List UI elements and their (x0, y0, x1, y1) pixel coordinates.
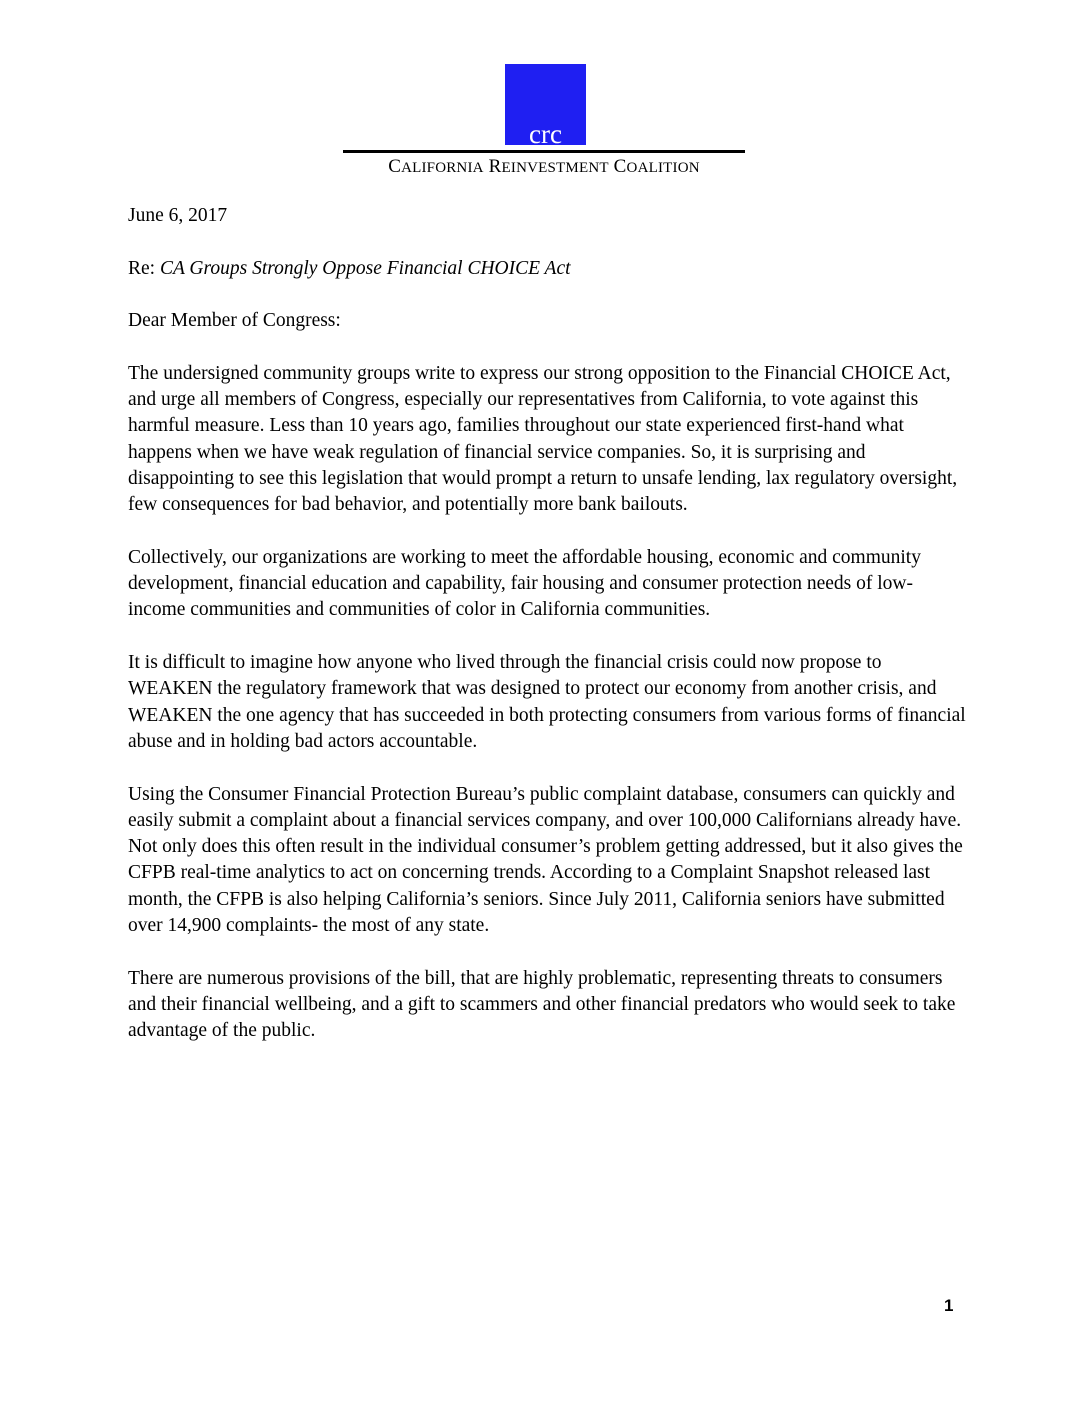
letter-body (128, 203, 968, 1071)
paragraph-provisions: There are numerous provisions of the bill, that are highly problematic, representing threats to consumers and their financial wellbeing, and a gift to scammers and other financial predators who would seek to take advantage of the public. (128, 967, 956, 1042)
page-number: 1 (944, 1296, 954, 1315)
letterhead-rule (343, 150, 745, 153)
subject-text: CA Groups Strongly Oppose Financial CHOICE Act (159, 257, 571, 279)
logo-text: crc (529, 119, 562, 149)
salutation: Dear Member of Congress: (128, 310, 341, 332)
paragraph-weaken: It is difficult to imagine how anyone who lived through the financial crisis could now propose to WEAKEN the regulatory framework that was designed to protect our economy from another crisis, and WEAKEN the one agency that has succeeded in both protecting consumers from various forms of financial abuse and in holding bad actors accountable. (128, 652, 966, 752)
organization-name: CALIFORNIA REINVESTMENT COALITION (388, 156, 700, 177)
letter-subject (128, 256, 968, 282)
subject-prefix: Re: (128, 257, 160, 279)
paragraph-opposition: The undersigned community groups write to express our strong opposition to the Financial CHOICE Act, and urge all members of Congress, especially our representatives from California, to vote against this harmful measure. Less than 10 years ago, families throughout our state experienced first-hand what happens when we have weak regulation of financial service companies. So, it is surprising and disappointing to see this legislation that would prompt a return to unsafe lending, lax regulatory oversight, few consequences for bad behavior, and potentially more bank bailouts. (128, 362, 958, 516)
letter-date: June 6, 2017 (128, 205, 228, 226)
paragraph-cfpb: Using the Consumer Financial Protection Bureau’s public complaint database, consumers can quickly and easily submit a complaint about a financial services company, and over 100,000 Californians already have. Not only does this often result in the individual consumer’s problem getting addressed, but it also gives the CFPB real-time analytics to act on concerning trends. According to a Complaint Snapshot released last month, the CFPB is also helping California’s seniors. Since July 2011, California seniors have submitted over 14,900 complaints- the most of any state. (128, 783, 963, 937)
crc-logo (505, 64, 586, 149)
paragraph-organizations: Collectively, our organizations are working to meet the affordable housing, economic and community development, financial education and capability, fair housing and consumer protection needs of low-income communities and communities of color in California communities. (128, 546, 921, 621)
